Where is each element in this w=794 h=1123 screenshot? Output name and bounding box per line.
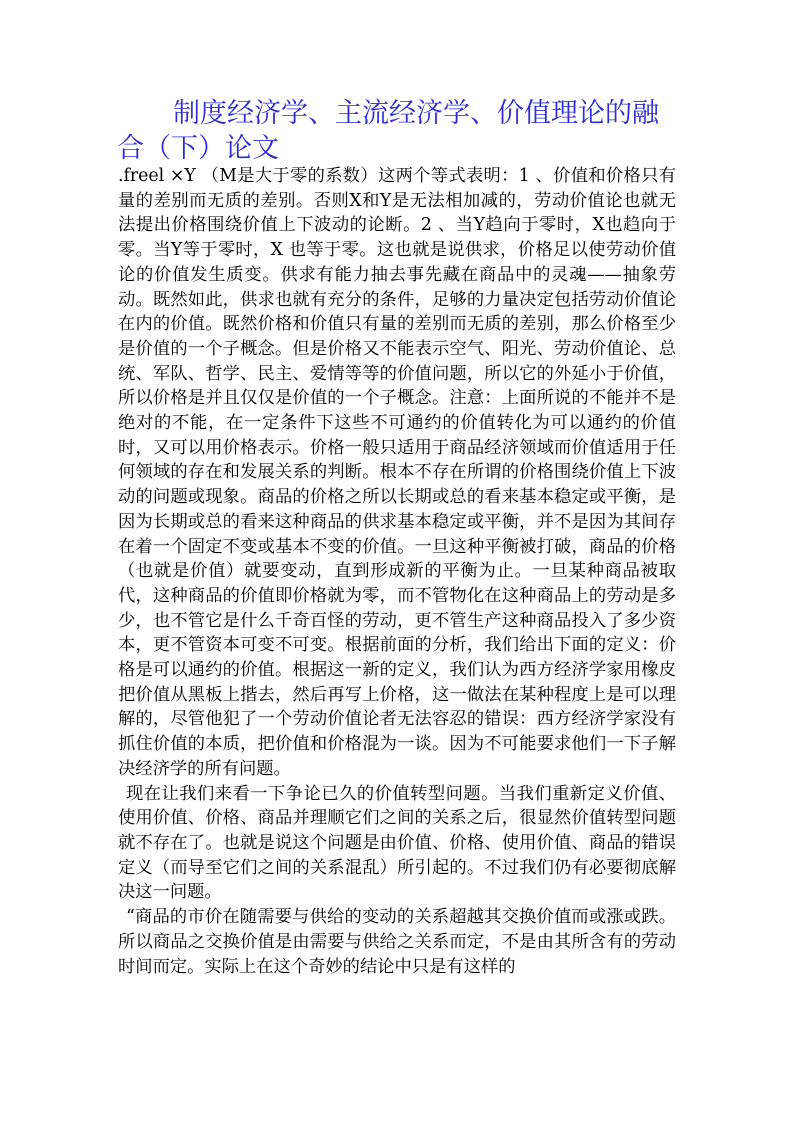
paragraph-3: “商品的市价在随需要与供给的变动的关系超越其交换价值而或涨或跌。所以商品之交换价值是由需要与供给之关系而定，不是由其所含有的劳动时间而定。实际上在这个奇妙的结论中只是有这样的 xyxy=(118,907,676,977)
paragraph-1: .freel ×Y （M是大于零的系数）这两个等式表明：1 、价值和价格只有量的差别而无质的差别。否则X和Y是无法相加减的，劳动价值论也就无法提出价格围绕价值上下波动的论断。2 、当Y趋向于零时，X也趋向于零。当Y等于零时，X 也等于零。这也就是说供求，价格足以使劳动价值论的价值发生质变。供求有能力抽去事先藏在商品中的灵魂——抽象劳动。既然如此，供求也就有充分的条件，足够的力量决定包括劳动价值论在内的价值。既然价格和价值只有量的差别而无质的差别，那么价格至少是价值的一个子概念。但是价格又不能表示空气、阳光、劳动价值论、总统、军队、哲学、民主、爱情等等的价值问题，所以它的外延小于价值，所以价格是并且仅仅是价值的一个子概念。注意：上面所说的不能并不是绝对的不能，在一定条件下这些不可通约的价值转化为可以通约的价值时，又可以用价格表示。价格一般只适用于商品经济领域而价值适用于任何领域的存在和发展关系的判断。根本不存在所谓的价格围绕价值上下波动的问题或现象。商品的价格之所以长期或总的看来基本稳定或平衡，是因为长期或总的看来这种商品的供求基本稳定或平衡，并不是因为其间存在着一个固定不变或基本不变的价值。一旦这种平衡被打破，商品的价格（也就是价值）就要变动，直到形成新的平衡为止。一旦某种商品被取代，这种商品的价值即价格就为零，而不管物化在这种商品上的劳动是多少，也不管它是什么千奇百怪的劳动，更不管生产这种商品投入了多少资本，更不管资本可变不可变。根据前面的分析，我们给出下面的定义：价格是可以通约的价值。根据这一新的定义，我们认为西方经济学家用橡皮把价值从黑板上揩去，然后再写上价格，这一做法在某种程度上是可以理解的，尽管他犯了一个劳动价值论者无法容忍的错误：西方经济学家没有抓住价值的本质，把价值和价格混为一谈。因为不可能要求他们一下子解决经济学的所有问题。 xyxy=(118,166,676,779)
paragraph-2: 现在让我们来看一下争论已久的价值转型问题。当我们重新定义价值、使用价值、价格、商品并理顺它们之间的关系之后，很显然价值转型问题就不存在了。也就是说这个问题是由价值、价格、使用价值、商品的错误定义（而导至它们之间的关系混乱）所引起的。不过我们仍有必要彻底解决这一问题。 xyxy=(118,783,676,903)
document-body xyxy=(118,164,676,979)
document-title: 制度经济学、主流经济学、价值理论的融合（下）论文 xyxy=(117,98,659,164)
